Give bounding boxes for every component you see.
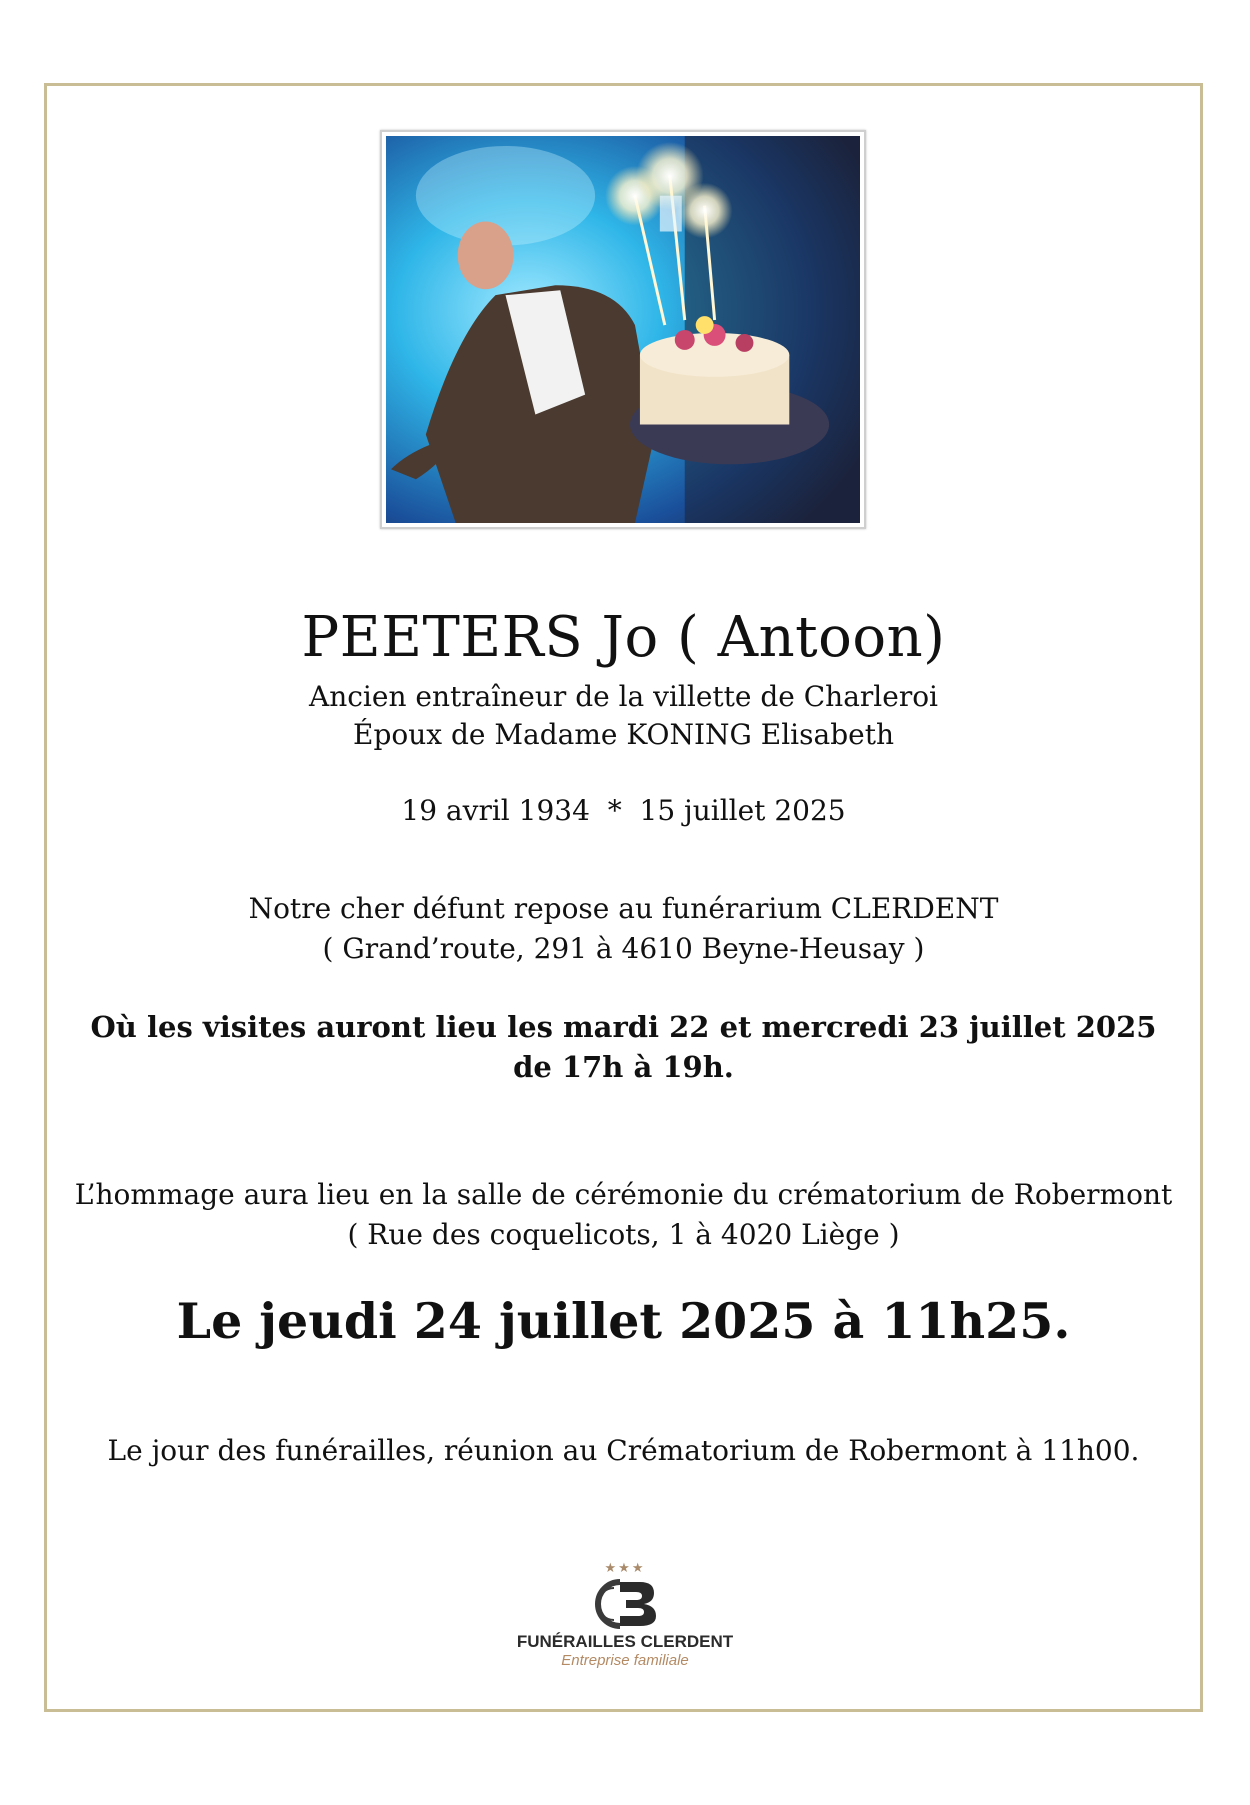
cb-monogram-icon [590,1578,660,1630]
subtitle-spouse: Époux de Madame KONING Elisabeth [353,718,894,751]
hommage-block [44,1175,1203,1255]
deceased-name: PEETERS Jo ( Antoon) [301,605,946,670]
portrait-photo [386,136,860,523]
reunion-note: Le jour des funérailles, réunion au Crématorium de Robermont à 11h00. [107,1434,1140,1467]
ceremony-date: Le jeudi 24 juillet 2025 à 11h25. [176,1292,1071,1350]
repose-line: Notre cher défunt repose au funérarium CLERDENT [248,892,999,925]
life-dates: 19 avril 1934 * 15 juillet 2025 [401,794,846,827]
hommage-line: L’hommage aura lieu en la salle de cérémonie du crématorium de Robermont [74,1178,1173,1211]
subtitle-occupation: Ancien entraîneur de la villette de Charleroi [308,680,939,713]
repose-address: ( Grand’route, 291 à 4610 Beyne-Heusay ) [322,932,925,965]
visits-line: Où les visites auront lieu les mardi 22 et mercredi 23 juillet 2025 [90,1010,1157,1044]
visits-hours: de 17h à 19h. [513,1050,734,1084]
portrait-photo-frame [380,130,866,529]
visits-block [44,1007,1203,1087]
brand-name: FUNÉRAILLES CLERDENT [516,1632,734,1651]
repose-block [44,889,1203,969]
clerdent-logo [490,1562,760,1672]
subtitle-block [44,678,1203,754]
star-rating-icon: ★★★ [604,1561,646,1576]
brand-tagline: Entreprise familiale [561,1652,689,1669]
hommage-address: ( Rue des coquelicots, 1 à 4020 Liège ) [347,1218,900,1251]
